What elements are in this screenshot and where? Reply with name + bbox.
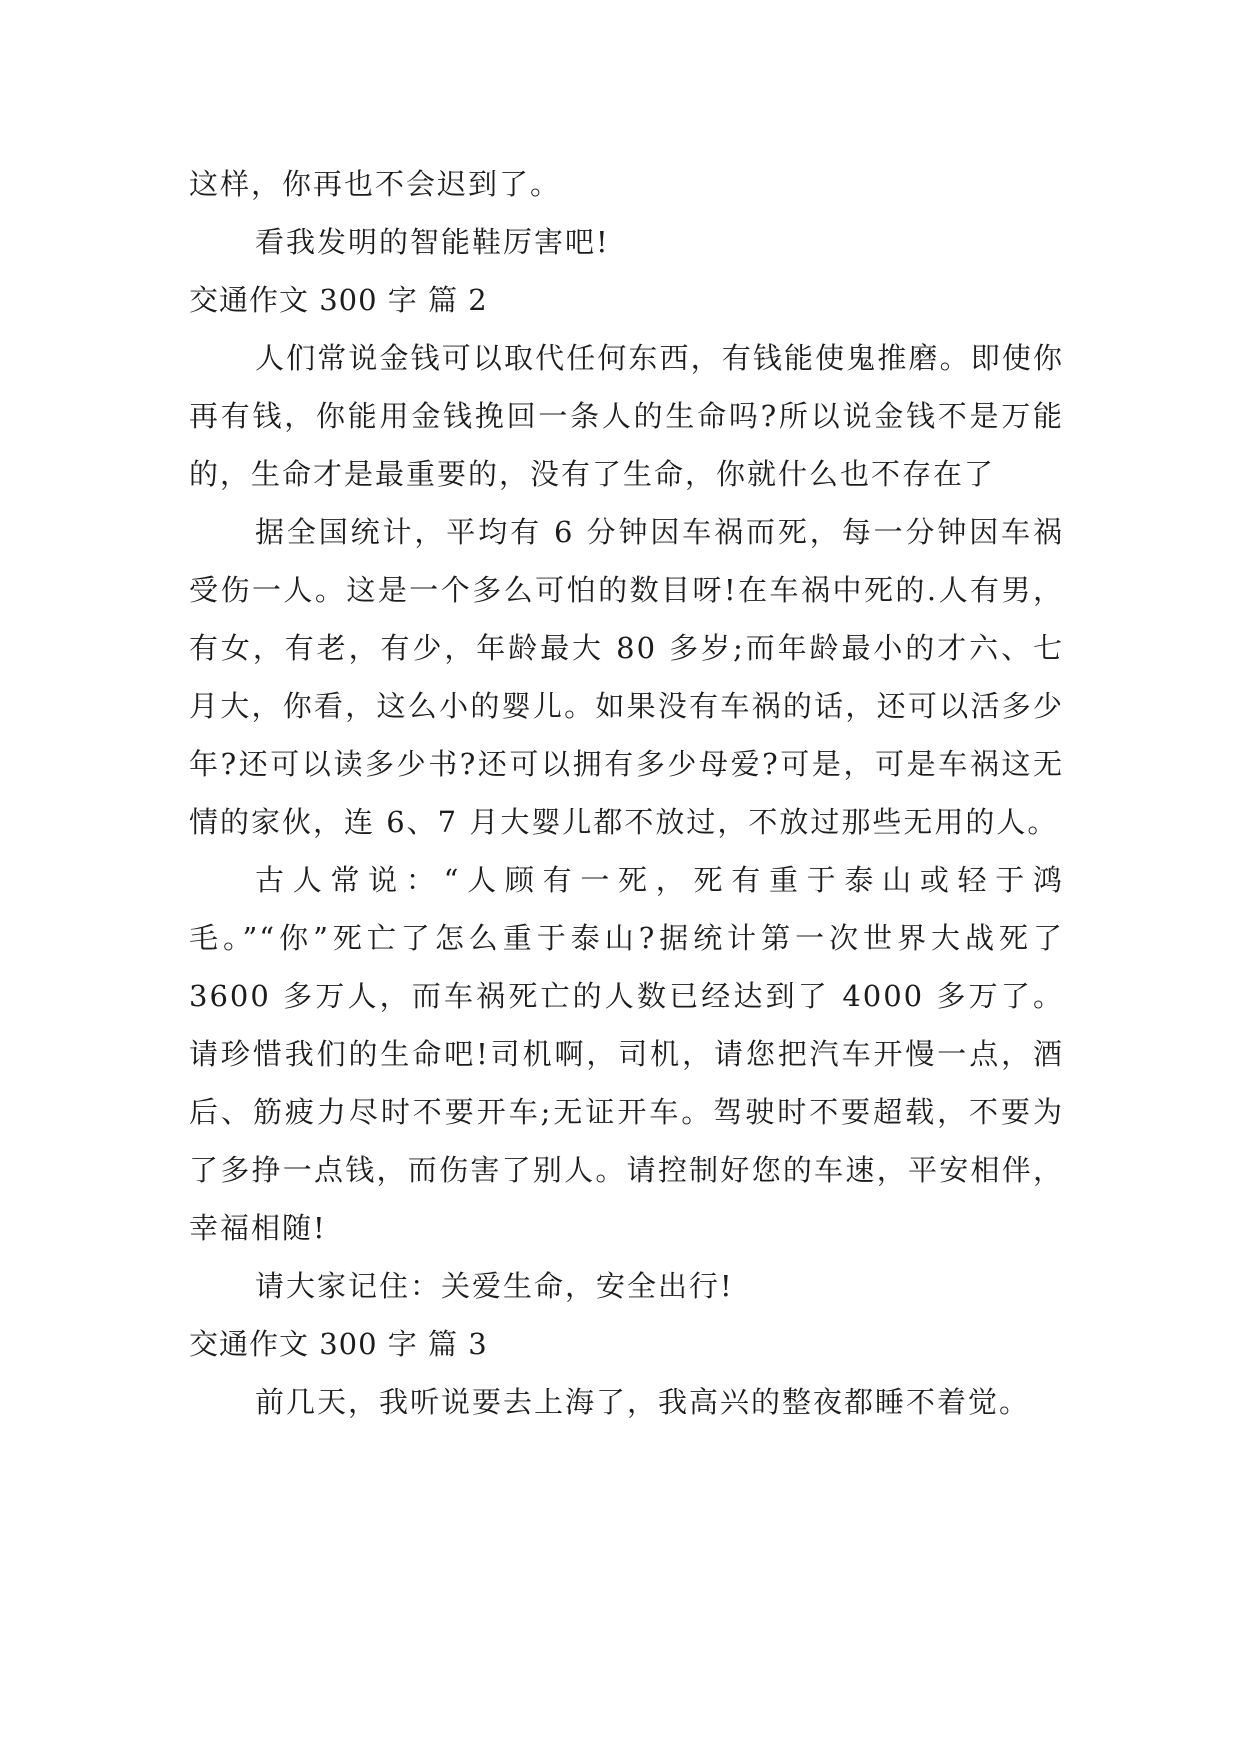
- paragraph-remember-safety: 请大家记住：关爱生命，安全出行!: [255, 1269, 734, 1303]
- paragraph-accident-statistics: 据全国统计，平均有 6 分钟因车祸而死，每一分钟因车祸受伤一人。这是一个多么可怕的数目呀!在车祸中死的.人有男，有女，有老，有少，年龄最大 80 多岁;而年龄最小的才六、七月大，你看，这么小的婴儿。如果没有车祸的话，还可以活多少年?还可以读多少书?还可以拥有多少母爱?可是，可是车祸这无情的家伙，连 6、7 月大婴儿都不放过，不放过那些无用的人。: [189, 515, 1064, 839]
- section-heading-part-2: 交通作文 300 字 篇 2: [189, 283, 488, 317]
- paragraph-shanghai-trip: 前几天，我听说要去上海了，我高兴的整夜都睡不着觉。: [255, 1385, 1031, 1419]
- paragraph-closing-line: 这样，你再也不会迟到了。: [189, 167, 562, 201]
- paragraph-money-and-life: 人们常说金钱可以取代任何东西，有钱能使鬼推磨。即使你再有钱，你能用金钱挽回一条人的生命吗?所以说金钱不是万能的，生命才是最重要的，没有了生命，你就什么也不存在了: [189, 341, 1064, 491]
- paragraph-cherish-life: 古人常说：“人顾有一死，死有重于泰山或轻于鸿毛。”“你”死亡了怎么重于泰山?据统计第一次世界大战死了3600 多万人，而车祸死亡的人数已经达到了 4000 多万了。请珍惜我们的生命吧!司机啊，司机，请您把汽车开慢一点，酒后、筋疲力尽时不要开车;无证开车。驾驶时不要超载，不要为了多挣一点钱，而伤害了别人。请控制好您的车速，平安相伴，幸福相随!: [189, 863, 1064, 1245]
- section-heading-part-3: 交通作文 300 字 篇 3: [189, 1327, 488, 1361]
- paragraph-smart-shoe: 看我发明的智能鞋厉害吧!: [255, 225, 610, 259]
- document-body: [189, 155, 1064, 1431]
